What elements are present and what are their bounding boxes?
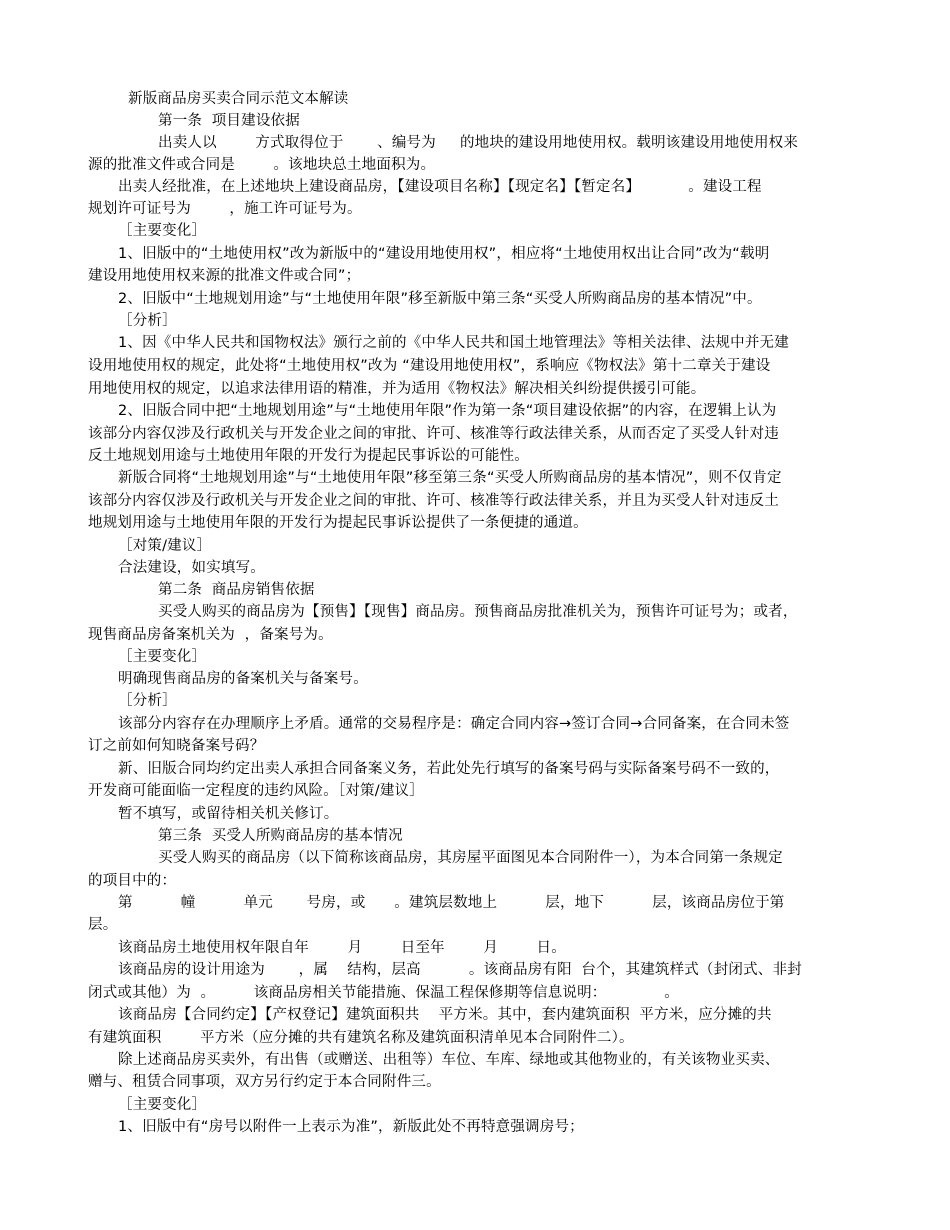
text-line: 有建筑面积 平方米（应分摊的共有建筑名称及建筑面积清单见本合同附件二）。 <box>88 1030 634 1046</box>
text-line: 除上述商品房买卖外，有出售（或赠送、出租等）车位、车库、绿地或其他物业的，有关该物业买卖、 <box>118 1052 780 1068</box>
text-line: 出卖人经批准，在上述地块上建设商品房，【建设项目名称】【现定名】【暂定名】 。建设工程 <box>118 179 762 195</box>
subheading: ［主要变化］ <box>118 649 207 665</box>
text-line: 该部分内容仅涉及行政机关与开发企业之间的审批、许可、核准等行政法律关系，并且为买受人针对违反土 <box>88 493 779 509</box>
document-title: 新版商品房买卖合同示范文本解读 <box>128 91 349 107</box>
text-line: 源的批准文件或合同是 。该地块总土地面积为。 <box>88 157 436 173</box>
text-line: 1、旧版中的“土地使用权”改为新版中的“建设用地使用权”，相应将“土地使用权出让合同”改为“载明 <box>118 246 770 262</box>
text-line: 出卖人以 方式取得位于 、编号为 的地块的建设用地使用权。载明该建设用地使用权来 <box>158 135 799 151</box>
text-line: 新、旧版合同均约定出卖人承担合同备案义务，若此处先行填写的备案号码与实际备案号码不一致的， <box>118 761 780 777</box>
text-line: 1、旧版中有“房号以附件一上表示为准”，新版此处不再特意强调房号； <box>118 1119 584 1135</box>
section-heading: 第二条 商品房销售依据 <box>158 582 315 598</box>
text-line: 地规划用途与土地使用年限的开发行为提起民事诉讼提供了一条便捷的通道。 <box>88 515 588 531</box>
section-heading: 第三条 买受人所购商品房的基本情况 <box>158 828 403 844</box>
text-line: 建设用地使用权来源的批准文件或合同”； <box>88 268 361 284</box>
subheading: ［分析］ <box>118 313 177 329</box>
section-heading: 第一条 项目建设依据 <box>158 113 300 129</box>
text-line: 用地使用权的规定，以追求法律用语的精准，并为适用《物权法》解决相关纠纷提供援引可能。 <box>88 381 706 397</box>
text-line: 2、旧版中“土地规划用途”与“土地使用年限”移至新版中第三条“买受人所购商品房的基本情况”中。 <box>118 291 762 307</box>
subheading: ［分析］ <box>118 693 177 709</box>
text-line: 设用地使用权的规定，此处将“土地使用权”改为 “建设用地使用权”，系响应《物权法》第十二章关于建设 <box>88 358 771 374</box>
text-line: 层。 <box>88 917 118 933</box>
text-line: 该部分内容存在办理顺序上矛盾。通常的交易程序是：确定合同内容→签订合同→合同备案，在合同未签 <box>118 716 790 732</box>
text-line: 该商品房的设计用途为 ，属 结构，层高 。该商品房有阳 台个，其建筑样式（封闭式、非封 <box>118 962 802 978</box>
text-line: 买受人购买的商品房（以下简称该商品房，其房屋平面图见本合同附件一），为本合同第一条规定 <box>158 850 783 866</box>
subheading: ［主要变化］ <box>118 1097 207 1113</box>
subheading: ［对策/建议］ <box>118 538 212 554</box>
text-line: 该部分内容仅涉及行政机关与开发企业之间的审批、许可、核准等行政法律关系，从而否定了买受人针对违 <box>88 426 779 442</box>
text-line: 现售商品房备案机关为 ，备案号为。 <box>88 627 333 643</box>
subheading: ［主要变化］ <box>118 223 207 239</box>
text-line: 新版合同将“土地规划用途”与“土地使用年限”移至第三条“买受人所购商品房的基本情况”，则不仅肯定 <box>118 470 782 486</box>
text-line: 该商品房【合同约定】【产权登记】建筑面积共 平方米。其中，套内建筑面积 平方米，应分摊的共 <box>118 1007 772 1023</box>
text-line: 暂不填写，或留待相关机关修订。 <box>118 806 339 822</box>
text-line: 合法建设，如实填写。 <box>118 560 265 576</box>
text-line: 订之前如何知晓备案号码？ <box>88 738 265 754</box>
text-line: 赠与、租赁合同事项，双方另行约定于本合同附件三。 <box>88 1074 441 1090</box>
text-line: 闭式或其他）为 。 该商品房相关节能措施、保温工程保修期等信息说明： 。 <box>88 985 679 1001</box>
text-line: 买受人购买的商品房为【预售】【现售】商品房。预售商品房批准机关为，预售许可证号为；或者， <box>158 604 798 620</box>
text-line: 的项目中的： <box>88 873 177 889</box>
text-line: 规划许可证号为 ，施工许可证号为。 <box>88 201 362 217</box>
text-line: 明确现售商品房的备案机关与备案号。 <box>118 671 368 687</box>
text-line: 第 幢 单元 号房，或 。建筑层数地上 层，地下 层，该商品房位于第 <box>118 895 785 911</box>
text-line: 2、旧版合同中把“土地规划用途”与“土地使用年限”作为第一条“项目建设依据”的内容，在逻辑上认为 <box>118 403 777 419</box>
text-line: 开发商可能面临一定程度的违约风险。［对策/建议］ <box>88 783 424 799</box>
text-line: 1、因《中华人民共和国物权法》颁行之前的《中华人民共和国土地管理法》等相关法律、法规中并无建 <box>118 335 789 351</box>
text-line: 反土地规划用途与土地使用年限的开发行为提起民事诉讼的可能性。 <box>88 448 529 464</box>
text-line: 该商品房土地使用权年限自年 月 日至年 月 日。 <box>118 940 566 956</box>
